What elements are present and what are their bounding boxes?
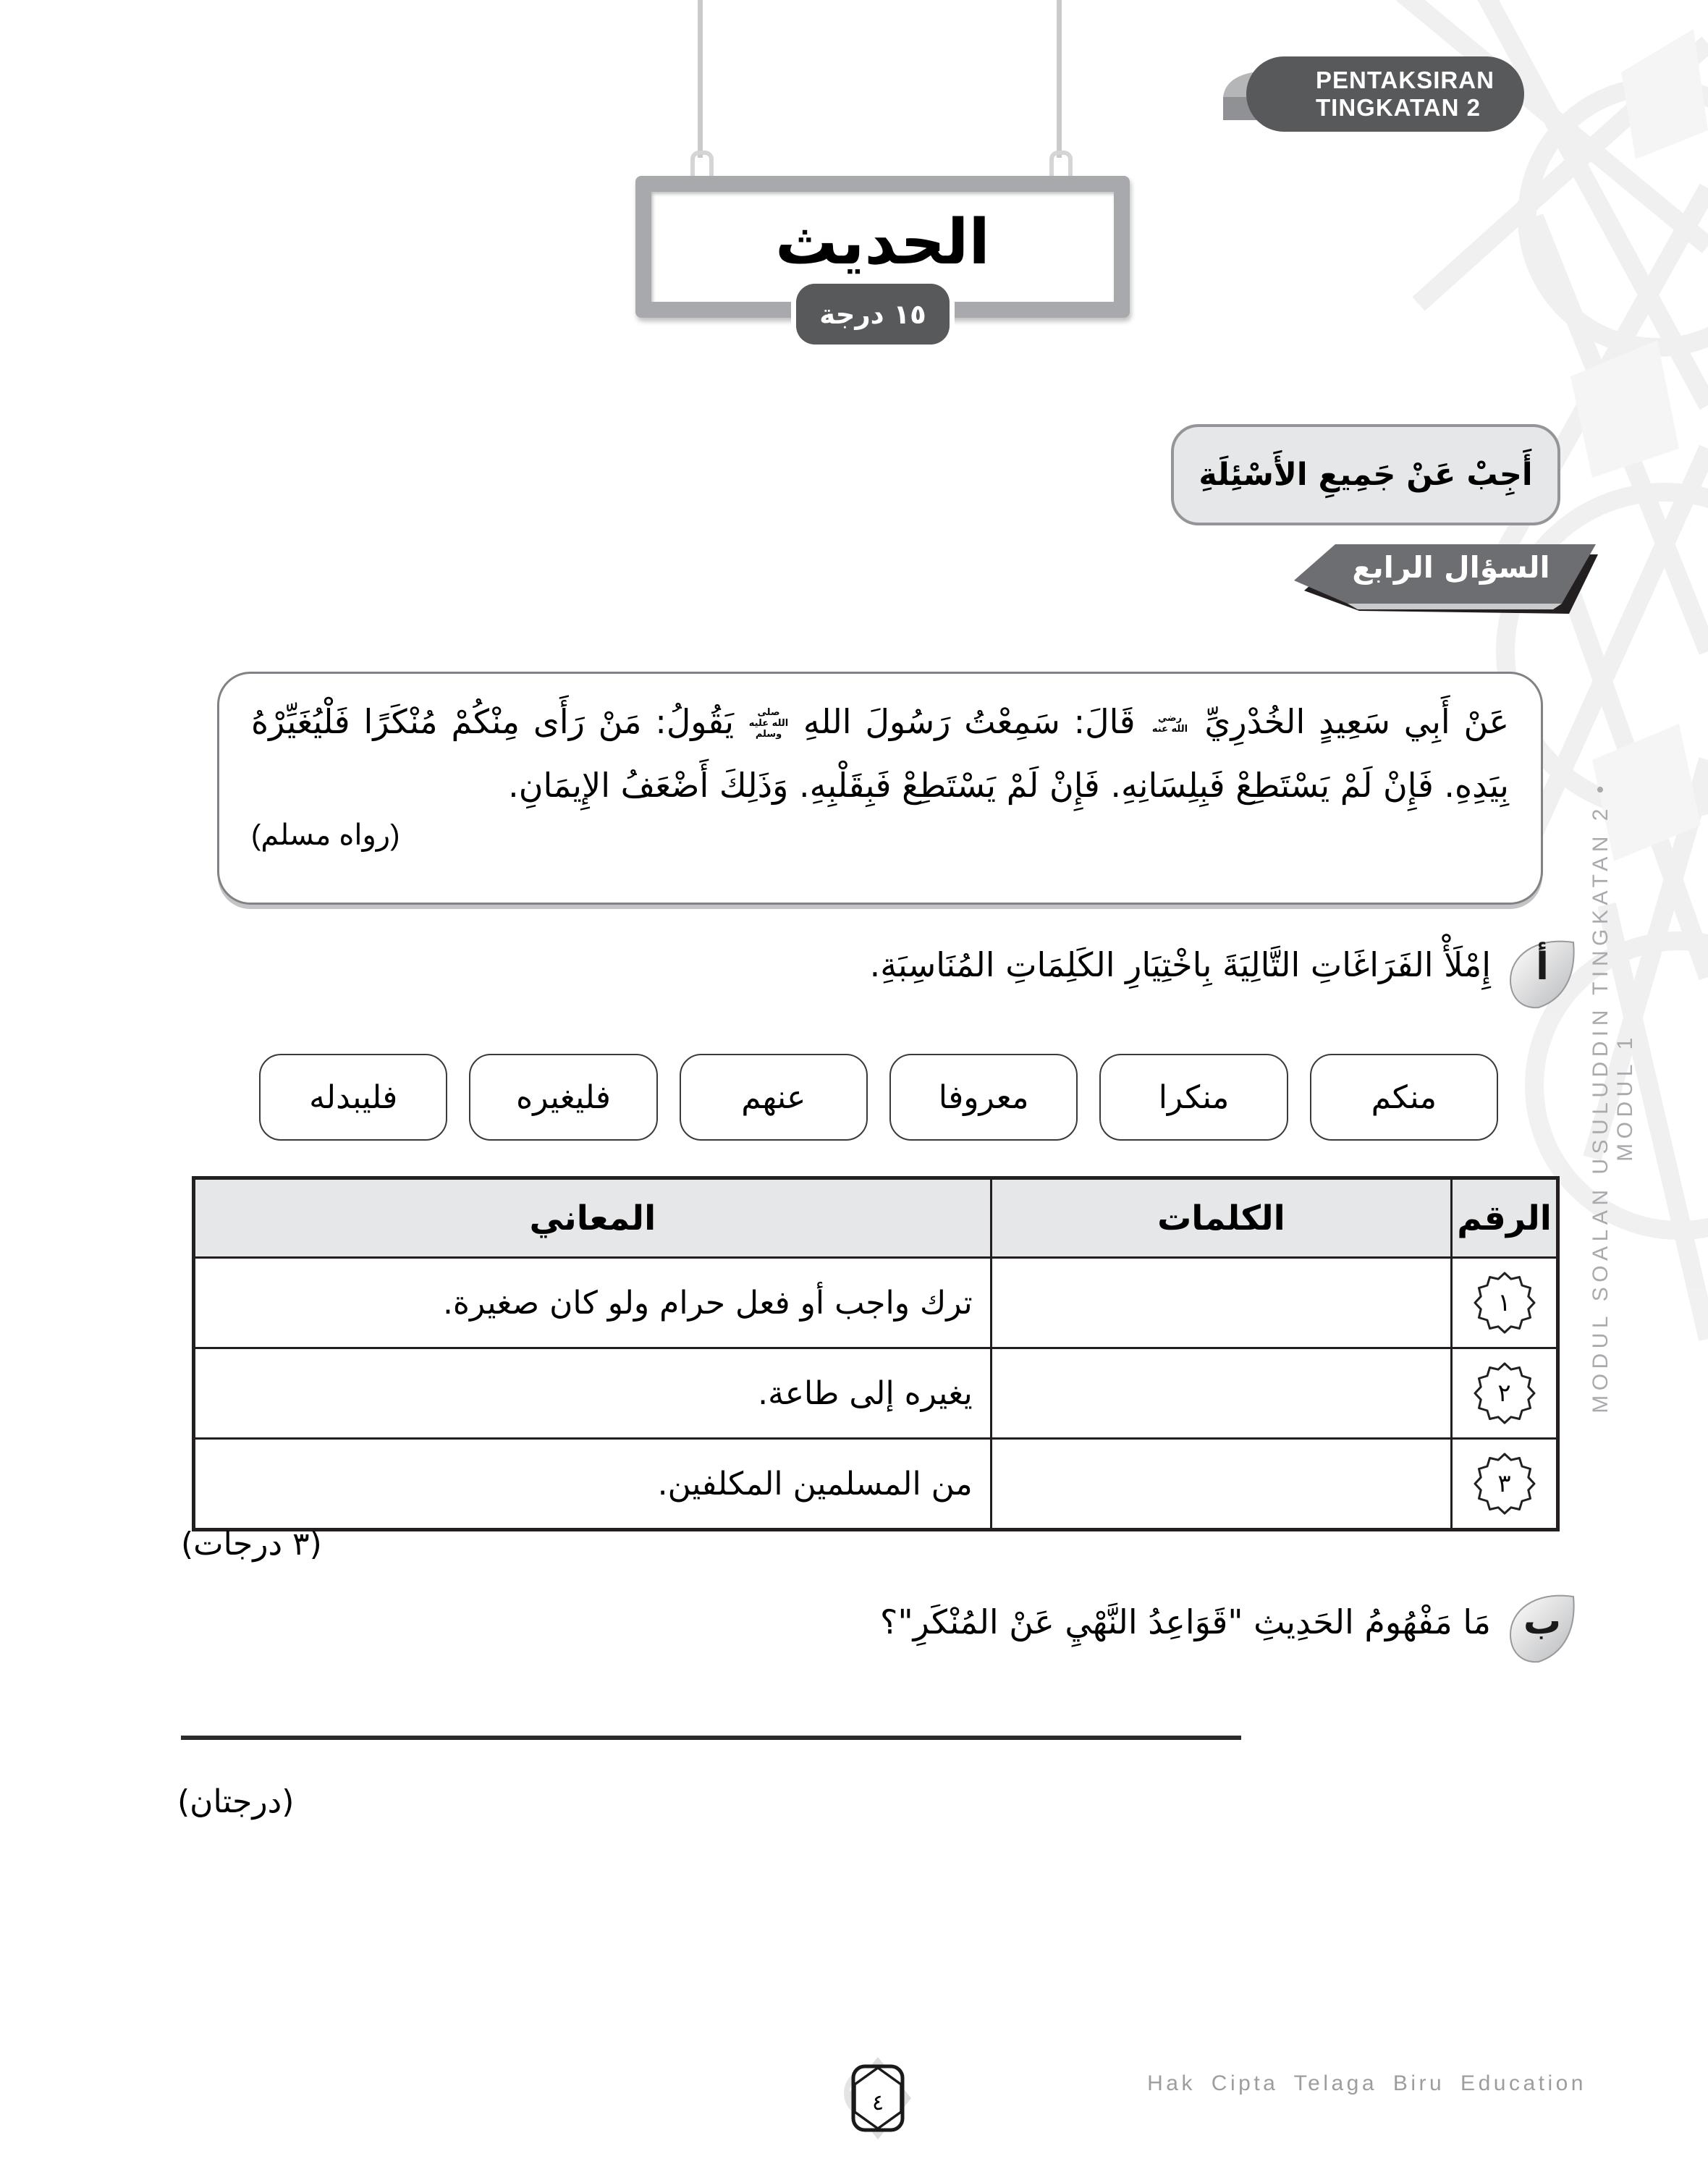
copyright-text: Hak Cipta Telaga Biru Education — [1147, 2071, 1586, 2095]
word-option: منكرا — [1099, 1054, 1288, 1141]
answer-cell-word — [991, 1439, 1451, 1530]
answer-all-box — [1171, 424, 1560, 525]
question-banner-text: السؤال الرابع — [1352, 550, 1550, 585]
word-option: منكم — [1310, 1054, 1498, 1141]
page-number-ornament — [841, 2055, 915, 2141]
question-a-text: إِمْلَأْ الفَرَاغَاتِ التَّالِيَةَ بِاخْتِيَارِ الكَلِمَاتِ المُنَاسِبَةِ. — [869, 945, 1491, 984]
row-number-seal — [1473, 1452, 1536, 1516]
hadith-box — [217, 672, 1543, 905]
hadith-saying: يَقُولُ: مَنْ رَأَى مِنْكُمْ مُنْكَرًا فَلْيُغَيِّرْهُ بِيَدِهِ. فَإِنْ لَمْ يَسْتَطِعْ فَبِلِسَانِهِ. فَإِنْ لَمْ يَسْتَطِعْ فَبِقَلْبِهِ. وَذَلِكَ أَضْعَفُ الإِيمَانِ. — [251, 702, 1509, 805]
question-a-marks: (٣ درجات) — [181, 1526, 322, 1563]
narrator-honorific-roundel: رضي الله عنه — [1151, 712, 1188, 735]
table-header-row — [194, 1178, 1558, 1258]
prophet-honorific-roundel: صلى الله عليه وسلم — [748, 707, 789, 740]
table-row — [194, 1439, 1558, 1530]
page-number: ٤ — [871, 2089, 884, 2116]
hadith-text — [251, 690, 1509, 817]
question-b-marker — [1504, 1589, 1581, 1669]
assessment-badge — [1246, 56, 1524, 132]
answer-all-text: أَجِبْ عَنْ جَمِيعِ الأَسْئِلَةِ — [1198, 457, 1533, 493]
hadith-said: قَالَ: سَمِعْتُ رَسُولَ اللهِ — [803, 702, 1136, 741]
row-number: ٣ — [1497, 1469, 1511, 1498]
table-row — [194, 1348, 1558, 1439]
assessment-badge-line2: TINGKATAN 2 — [1316, 94, 1481, 121]
answer-cell-word — [991, 1258, 1451, 1348]
question-banner — [1267, 538, 1607, 633]
hanging-string-left — [698, 0, 703, 158]
word-option: فليغيره — [469, 1054, 657, 1141]
question-b-text: مَا مَفْهُومُ الحَدِيثِ "قَوَاعِدُ النَّهْيِ عَنْ المُنْكَرِ"؟ — [880, 1602, 1491, 1641]
word-option: عنهم — [680, 1054, 868, 1141]
word-option: فليبدله — [259, 1054, 447, 1141]
page-title: الحديث — [775, 206, 990, 279]
question-a-label: أ — [1536, 945, 1549, 989]
hadith-narrator: عَنْ أَبِي سَعِيدٍ الخُدْرِيِّ — [1204, 702, 1510, 741]
meaning-cell: من المسلمين المكلفين. — [194, 1439, 992, 1530]
fill-in-table — [192, 1176, 1560, 1531]
total-marks-badge — [796, 284, 950, 345]
question-b-label: ب — [1523, 1600, 1562, 1643]
hadith-attribution: (رواه مسلم) — [251, 819, 400, 851]
meaning-cell: يغيره إلى طاعة. — [194, 1348, 992, 1439]
answer-cell-word — [991, 1348, 1451, 1439]
header-meanings: المعاني — [194, 1178, 992, 1258]
module-vertical-label: MODUL SOALAN USULUDDIN TINGKATAN 2 • MODUL 1 — [1589, 781, 1637, 1414]
row-number-seal — [1473, 1361, 1536, 1425]
hanging-string-right — [1057, 0, 1062, 158]
row-number-seal — [1473, 1271, 1536, 1335]
assessment-badge-line1: PENTAKSIRAN — [1316, 67, 1494, 93]
question-b-marks: (درجتان) — [177, 1783, 295, 1820]
word-bank — [259, 1054, 1498, 1141]
meaning-cell: ترك واجب أو فعل حرام ولو كان صغيرة. — [194, 1258, 992, 1348]
total-marks-text: ١٥ درجة — [819, 298, 926, 330]
word-option: معروفا — [889, 1054, 1078, 1141]
table-row — [194, 1258, 1558, 1348]
header-words: الكلمات — [991, 1178, 1451, 1258]
row-number: ٢ — [1497, 1379, 1511, 1408]
header-number: الرقم — [1452, 1178, 1558, 1258]
question-a-marker — [1504, 935, 1581, 1015]
row-number: ١ — [1497, 1288, 1511, 1317]
answer-blank-line — [181, 1736, 1241, 1740]
